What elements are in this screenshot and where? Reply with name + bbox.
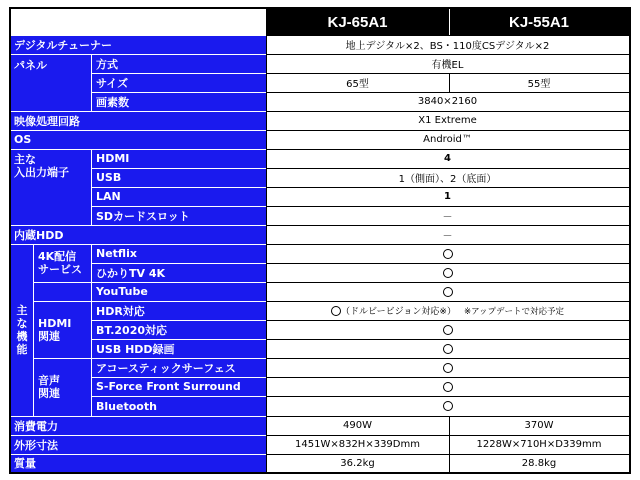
grid-hline	[266, 244, 629, 245]
grid-hline-label	[11, 35, 266, 36]
row-value-mass-55: 28.8kg	[449, 454, 629, 472]
grid-hline	[266, 358, 629, 359]
grid-hline-label	[11, 244, 266, 245]
grid-hline-label	[91, 187, 266, 188]
grid-hline-label	[11, 149, 266, 150]
row-value-io-sd: －	[266, 206, 629, 225]
row-value-hdd: －	[266, 225, 629, 244]
grid-hline-label	[91, 73, 266, 74]
row-label-os: OS	[11, 130, 266, 149]
row-label-dimensions: 外形寸法	[11, 435, 266, 454]
row-value-io-lan: 1	[266, 187, 629, 206]
row-value-size-65: 65型	[266, 73, 449, 92]
grid-hline	[266, 320, 629, 321]
row-label-io-sd: SDカードスロット	[91, 206, 266, 225]
grid-hline-label	[91, 92, 266, 93]
row-label-panel-method: 方式	[91, 54, 266, 73]
grid-vline	[91, 54, 92, 111]
row-label-hikari-tv: ひかりTV 4K	[91, 263, 266, 282]
grid-hline-label	[91, 396, 266, 397]
row-label-4k-services	[33, 244, 91, 282]
supported-circle-icon	[443, 401, 453, 411]
row-label-mass: 質量	[11, 454, 266, 472]
grid-hline	[266, 187, 629, 188]
supported-circle-icon	[443, 344, 453, 354]
io-label-line2: 入出力端子	[14, 166, 69, 179]
features-char-4: 能	[16, 343, 28, 356]
row-value-bluetooth	[266, 396, 629, 416]
grid-hline-label	[11, 54, 266, 55]
grid-vline	[449, 416, 450, 472]
row-label-usb-hdd: USB HDD録画	[91, 339, 266, 358]
grid-hline-label	[11, 225, 266, 226]
grid-hline	[266, 111, 629, 112]
grid-hline-label	[11, 130, 266, 131]
row-label-netflix: Netflix	[91, 244, 266, 263]
header-corner	[11, 9, 266, 35]
row-value-size-55: 55型	[449, 73, 629, 92]
grid-hline-label	[91, 339, 266, 340]
row-label-main-features	[11, 244, 33, 416]
supported-circle-icon	[443, 268, 453, 278]
row-label-video-circuit: 映像処理回路	[11, 111, 266, 130]
row-label-io-hdmi: HDMI	[91, 149, 266, 168]
hdmi-rel-label-line2: 関連	[38, 329, 60, 343]
row-label-sforce: S-Force Front Surround	[91, 377, 266, 396]
grid-vline	[449, 9, 450, 35]
row-label-io-usb: USB	[91, 168, 266, 187]
grid-hline-label	[91, 206, 266, 207]
supported-circle-icon	[443, 287, 453, 297]
grid-hline-label	[11, 435, 266, 436]
row-label-hdmi-related	[33, 301, 91, 358]
supported-circle-icon	[443, 363, 453, 373]
grid-hline	[266, 73, 629, 74]
grid-hline	[266, 92, 629, 93]
row-label-power: 消費電力	[11, 416, 266, 435]
grid-hline-label	[91, 263, 266, 264]
audio-label-line1: 音声	[38, 374, 60, 387]
supported-circle-icon	[331, 306, 341, 316]
grid-hline	[266, 416, 629, 417]
grid-hline	[266, 263, 629, 264]
row-label-io-lan: LAN	[91, 187, 266, 206]
features-char-2: な	[16, 317, 28, 330]
grid-vline	[449, 73, 450, 92]
row-label-bluetooth: Bluetooth	[91, 396, 266, 416]
row-value-power-65: 490W	[266, 416, 449, 435]
grid-hline-label	[33, 282, 266, 283]
row-value-mass-65: 36.2kg	[266, 454, 449, 472]
grid-hline	[266, 130, 629, 131]
row-label-panel-size: サイズ	[91, 73, 266, 92]
row-label-panel-pixels: 画素数	[91, 92, 266, 111]
grid-hline-label	[91, 377, 266, 378]
grid-hline	[266, 435, 629, 436]
grid-hline-label	[11, 111, 266, 112]
header-model-55: KJ-55A1	[449, 9, 629, 35]
grid-hline	[266, 206, 629, 207]
row-value-io-hdmi: 4	[266, 149, 629, 168]
supported-circle-icon	[443, 325, 453, 335]
grid-hline	[266, 339, 629, 340]
row-value-digital-tuner: 地上デジタル×2、BS・110度CSデジタル×2	[266, 35, 629, 54]
grid-hline-label	[91, 168, 266, 169]
grid-hline	[266, 282, 629, 283]
grid-vline	[266, 35, 267, 472]
row-value-io-usb: 1（側面）、2（底面）	[266, 168, 629, 187]
grid-vline	[91, 149, 92, 225]
grid-hline	[266, 149, 629, 150]
grid-hline	[266, 396, 629, 397]
row-value-acoustic-surface	[266, 358, 629, 377]
grid-hline	[266, 54, 629, 55]
row-label-youtube: YouTube	[91, 282, 266, 301]
grid-hline-label	[11, 454, 266, 455]
spec-table	[9, 7, 631, 474]
row-value-netflix	[266, 244, 629, 263]
grid-hline-label	[33, 301, 266, 302]
row-label-audio-related	[33, 358, 91, 416]
row-value-bt2020	[266, 320, 629, 339]
row-value-dimensions-65: 1451W×832H×339Dmm	[266, 435, 449, 454]
hdr-dolby-note: （ドルビービジョン対応※）	[340, 307, 456, 317]
grid-vline	[33, 244, 34, 416]
row-label-acoustic-surface: アコースティックサーフェス	[91, 358, 266, 377]
supported-circle-icon	[443, 249, 453, 259]
k4-label-line2: サービス	[38, 263, 82, 276]
grid-hline-label	[91, 320, 266, 321]
row-label-hdd: 内蔵HDD	[11, 225, 266, 244]
row-value-os: Android™	[266, 130, 629, 149]
row-value-hikari-tv	[266, 263, 629, 282]
grid-hline	[266, 168, 629, 169]
row-value-hdr	[266, 301, 629, 320]
row-value-power-55: 370W	[449, 416, 629, 435]
grid-hline	[266, 301, 629, 302]
row-value-panel-pixels: 3840×2160	[266, 92, 629, 111]
row-value-dimensions-55: 1228W×710H×D339mm	[449, 435, 629, 454]
row-label-io-terminals	[11, 149, 91, 225]
audio-label-line2: 関連	[38, 387, 60, 400]
row-label-panel: パネル	[11, 54, 91, 111]
supported-circle-icon	[443, 382, 453, 392]
grid-hline	[266, 377, 629, 378]
grid-hline	[266, 454, 629, 455]
row-value-usb-hdd	[266, 339, 629, 358]
row-label-digital-tuner: デジタルチューナー	[11, 35, 266, 54]
hdr-update-note: ※アップデートで対応予定	[463, 306, 565, 317]
hdmi-rel-label-line1: HDMI	[38, 316, 72, 330]
grid-hline	[266, 35, 629, 36]
io-label-line1: 主な	[14, 153, 36, 166]
row-value-panel-method: 有機EL	[266, 54, 629, 73]
features-char-3: 機	[16, 330, 28, 343]
header-model-65: KJ-65A1	[266, 9, 449, 35]
grid-hline	[266, 225, 629, 226]
grid-vline	[91, 244, 92, 416]
row-value-youtube	[266, 282, 629, 301]
row-group-blank	[33, 282, 91, 301]
row-label-hdr: HDR対応	[91, 301, 266, 320]
row-value-sforce	[266, 377, 629, 396]
grid-hline-label	[33, 358, 266, 359]
features-char-1: 主	[16, 304, 28, 317]
grid-hline-label	[11, 416, 266, 417]
row-value-video-circuit: X1 Extreme	[266, 111, 629, 130]
k4-label-line1: 4K配信	[38, 250, 77, 263]
row-label-bt2020: BT.2020対応	[91, 320, 266, 339]
